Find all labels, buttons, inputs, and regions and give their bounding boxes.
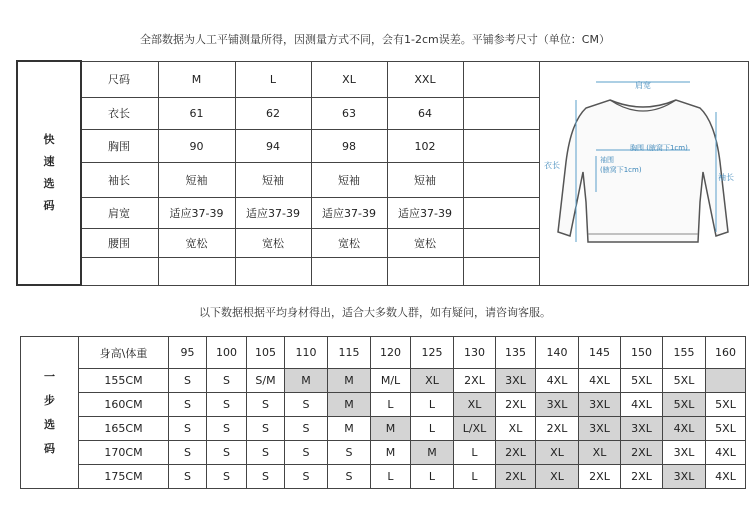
weight-header: 145 bbox=[579, 337, 621, 369]
size-cell: XL bbox=[454, 393, 496, 417]
size-cell: S bbox=[207, 417, 247, 441]
size-cell: XL bbox=[536, 465, 579, 489]
size-cell: 2XL bbox=[536, 417, 579, 441]
size-cell: 5XL bbox=[663, 393, 706, 417]
size-cell: 3XL bbox=[663, 465, 706, 489]
armhole-note: (腋窝下1cm) bbox=[599, 165, 642, 174]
table-row bbox=[21, 465, 746, 489]
size-cell: 2XL bbox=[496, 393, 536, 417]
weight-header: 160 bbox=[706, 337, 746, 369]
sweater-outline bbox=[558, 100, 728, 242]
height-label: 170CM bbox=[79, 441, 169, 465]
row-shoulder: 肩宽 适应37-39 适应37-39 适应37-39 适应37-39 bbox=[17, 197, 748, 228]
size-cell: S bbox=[207, 441, 247, 465]
size-cell: M bbox=[411, 441, 454, 465]
size-cell: L/XL bbox=[454, 417, 496, 441]
weight-header: 105 bbox=[247, 337, 285, 369]
weight-header: 100 bbox=[207, 337, 247, 369]
size-cell: S bbox=[169, 465, 207, 489]
size-cell: M bbox=[328, 417, 371, 441]
size-cell: 3XL bbox=[579, 393, 621, 417]
header-size-xl: XL bbox=[311, 61, 387, 97]
size-cell: L bbox=[454, 465, 496, 489]
header-size-xxl: XXL bbox=[387, 61, 463, 97]
height-label: 175CM bbox=[79, 465, 169, 489]
size-cell: 2XL bbox=[621, 465, 663, 489]
size-cell: M bbox=[328, 393, 371, 417]
size-cell: S bbox=[285, 465, 328, 489]
size-cell: 5XL bbox=[663, 369, 706, 393]
size-cell: XL bbox=[536, 441, 579, 465]
weight-header: 155 bbox=[663, 337, 706, 369]
size-cell: XL bbox=[579, 441, 621, 465]
size-cell: 4XL bbox=[706, 441, 746, 465]
size-cell: L bbox=[411, 465, 454, 489]
size-cell: 4XL bbox=[536, 369, 579, 393]
size-cell: 4XL bbox=[579, 369, 621, 393]
size-cell: S bbox=[169, 393, 207, 417]
size-cell: 3XL bbox=[579, 417, 621, 441]
size-cell: S bbox=[247, 393, 285, 417]
size-cell: 2XL bbox=[579, 465, 621, 489]
weight-header: 140 bbox=[536, 337, 579, 369]
size-cell: M bbox=[285, 369, 328, 393]
size-cell: S bbox=[169, 441, 207, 465]
header-size-m: M bbox=[158, 61, 235, 97]
guide-side-label: 一 步 选 码 bbox=[21, 337, 79, 489]
size-cell: S bbox=[285, 393, 328, 417]
size-cell: S bbox=[207, 393, 247, 417]
table-row bbox=[21, 417, 746, 441]
row-waist: 腰围 宽松 宽松 宽松 宽松 bbox=[17, 228, 748, 257]
size-cell: S bbox=[247, 465, 285, 489]
height-weight-corner: 身高\体重 bbox=[79, 337, 169, 369]
height-label: 165CM bbox=[79, 417, 169, 441]
weight-header: 95 bbox=[169, 337, 207, 369]
chest-label: 胸围 (腋窝下1cm) bbox=[629, 143, 688, 152]
garment-figure bbox=[539, 61, 748, 285]
size-cell: L bbox=[411, 417, 454, 441]
size-cell: XL bbox=[411, 369, 454, 393]
size-cell: 5XL bbox=[706, 393, 746, 417]
size-cell: 2XL bbox=[454, 369, 496, 393]
size-cell: S/M bbox=[247, 369, 285, 393]
size-cell: S bbox=[247, 441, 285, 465]
armhole-label: 袖围 bbox=[599, 155, 614, 164]
size-cell: XL bbox=[496, 417, 536, 441]
quick-size-table bbox=[16, 60, 749, 286]
size-cell: S bbox=[285, 417, 328, 441]
height-label: 155CM bbox=[79, 369, 169, 393]
weight-header: 110 bbox=[285, 337, 328, 369]
size-cell: 4XL bbox=[706, 465, 746, 489]
quick-side-label: 快 速 选 码 bbox=[17, 61, 81, 285]
header-empty bbox=[463, 61, 539, 97]
size-cell: S bbox=[169, 417, 207, 441]
size-guide-table bbox=[20, 336, 746, 489]
weight-header: 150 bbox=[621, 337, 663, 369]
size-cell bbox=[706, 369, 746, 393]
sleeve-label: 袖长 bbox=[717, 172, 734, 182]
size-cell: 2XL bbox=[496, 465, 536, 489]
size-cell: S bbox=[169, 369, 207, 393]
size-cell: 3XL bbox=[536, 393, 579, 417]
size-cell: S bbox=[207, 465, 247, 489]
size-cell: 4XL bbox=[621, 393, 663, 417]
size-cell: 3XL bbox=[621, 417, 663, 441]
guide-note: 以下数据根据平均身材得出，适合大多数人群，如有疑问，请咨询客服。 bbox=[199, 306, 551, 319]
header-size-l: L bbox=[235, 61, 311, 97]
size-cell: 3XL bbox=[663, 441, 706, 465]
size-cell: S bbox=[328, 441, 371, 465]
size-cell: M bbox=[371, 417, 411, 441]
header-size-label: 尺码 bbox=[81, 61, 158, 97]
size-cell: S bbox=[285, 441, 328, 465]
size-cell: 2XL bbox=[496, 441, 536, 465]
height-label: 160CM bbox=[79, 393, 169, 417]
size-cell: 3XL bbox=[496, 369, 536, 393]
size-cell: S bbox=[247, 417, 285, 441]
size-cell: 5XL bbox=[621, 369, 663, 393]
length-label: 衣长 bbox=[543, 160, 560, 170]
size-cell: L bbox=[371, 465, 411, 489]
weight-header: 130 bbox=[454, 337, 496, 369]
size-cell: M bbox=[371, 441, 411, 465]
table-row bbox=[21, 393, 746, 417]
weight-header: 125 bbox=[411, 337, 454, 369]
table-row bbox=[21, 441, 746, 465]
weight-header: 120 bbox=[371, 337, 411, 369]
size-cell: S bbox=[328, 465, 371, 489]
row-sleeve: 袖长 短袖 短袖 短袖 短袖 bbox=[17, 163, 748, 197]
size-cell: L bbox=[411, 393, 454, 417]
size-cell: S bbox=[207, 369, 247, 393]
weight-header: 115 bbox=[328, 337, 371, 369]
size-cell: M bbox=[328, 369, 371, 393]
size-cell: 5XL bbox=[706, 417, 746, 441]
size-cell: L bbox=[371, 393, 411, 417]
sweater-diagram bbox=[540, 62, 748, 282]
size-cell: 2XL bbox=[621, 441, 663, 465]
row-chest: 胸围 90 94 98 102 bbox=[17, 130, 748, 163]
shoulder-label: 肩宽 bbox=[634, 80, 651, 90]
size-cell: 4XL bbox=[663, 417, 706, 441]
weight-header: 135 bbox=[496, 337, 536, 369]
table-row bbox=[21, 369, 746, 393]
size-note: 全部数据为人工平铺测量所得，因测量方式不同，会有1-2cm误差。平铺参考尺寸（单位：CM） bbox=[140, 33, 610, 46]
row-length: 衣长 61 62 63 64 bbox=[17, 97, 748, 129]
size-cell: M/L bbox=[371, 369, 411, 393]
size-cell: L bbox=[454, 441, 496, 465]
